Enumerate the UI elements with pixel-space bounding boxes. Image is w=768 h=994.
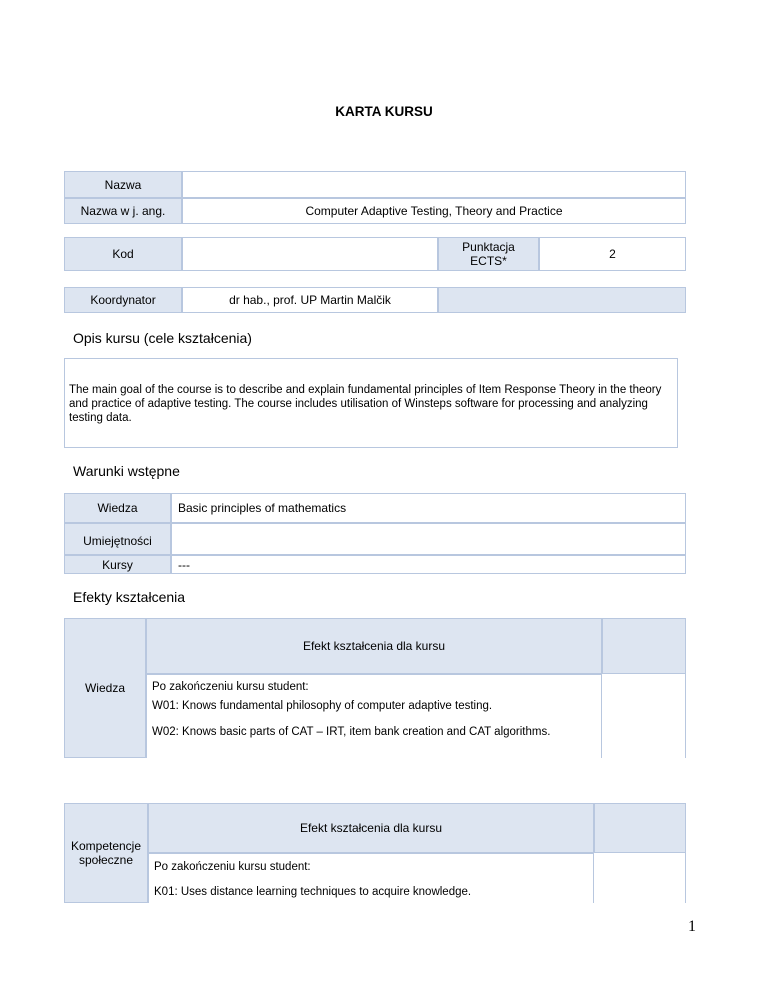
opis-heading: Opis kursu (cele kształcenia)	[73, 330, 252, 346]
efekty-kompetencje-item: K01: Uses distance learning techniques to acquire knowledge.	[154, 886, 472, 898]
page-title: KARTA KURSU	[335, 104, 433, 119]
koordynator-label: Koordynator	[64, 287, 182, 313]
warunki-wiedza-value: Basic principles of mathematics	[171, 493, 686, 523]
efekty-kompetencje-header: Efekt kształcenia dla kursu	[148, 803, 594, 853]
warunki-wiedza-label: Wiedza	[64, 493, 171, 523]
warunki-umiejetnosci-label: Umiejętności	[64, 523, 171, 555]
ects-value: 2	[539, 237, 686, 271]
page-number: 1	[688, 918, 696, 935]
efekty-kompetencje-intro: Po zakończeniu kursu student:	[154, 861, 311, 873]
nazwa-ang-value: Computer Adaptive Testing, Theory and Practice	[182, 198, 686, 224]
nazwa-ang-label: Nazwa w j. ang.	[64, 198, 182, 224]
kod-value	[182, 237, 438, 271]
nazwa-value	[182, 171, 686, 198]
ects-label: Punktacja ECTS*	[438, 237, 539, 271]
efekty-wiedza-label: Wiedza	[64, 618, 146, 758]
efekty-wiedza-cell	[146, 674, 602, 758]
warunki-heading: Warunki wstępne	[73, 463, 180, 479]
efekty-heading: Efekty kształcenia	[73, 589, 186, 605]
efekty-wiedza-intro: Po zakończeniu kursu student:	[152, 681, 309, 693]
efekty-wiedza-header: Efekt kształcenia dla kursu	[146, 618, 602, 674]
efekty-wiedza-item: W02: Knows basic parts of CAT – IRT, item bank creation and CAT algorithms.	[152, 726, 551, 738]
efekty-kompetencje-header-extra	[594, 803, 686, 853]
koordynator-extra	[438, 287, 686, 313]
efekty-wiedza-header-extra	[602, 618, 686, 674]
efekty-wiedza-right-border	[685, 674, 686, 758]
koordynator-value: dr hab., prof. UP Martin Malčik	[182, 287, 438, 313]
kod-label: Kod	[64, 237, 182, 271]
warunki-kursy-value: ---	[171, 555, 686, 574]
efekty-wiedza-item: W01: Knows fundamental philosophy of computer adaptive testing.	[152, 700, 493, 712]
opis-box	[64, 358, 678, 448]
warunki-umiejetnosci-value	[171, 523, 686, 555]
efekty-kompetencje-right-border	[685, 853, 686, 903]
nazwa-label: Nazwa	[64, 171, 182, 198]
page-title-wrap	[0, 104, 768, 119]
warunki-kursy-label: Kursy	[64, 555, 171, 574]
efekty-kompetencje-label: Kompetencje społeczne	[64, 803, 148, 903]
efekty-kompetencje-cell	[148, 853, 594, 903]
opis-text: The main goal of the course is to describe and explain fundamental principles of Item Response Theory in the theory and practice of adaptive testing. The course includes utilisation of Winsteps software for processing and analyzing testing data.	[69, 384, 662, 424]
